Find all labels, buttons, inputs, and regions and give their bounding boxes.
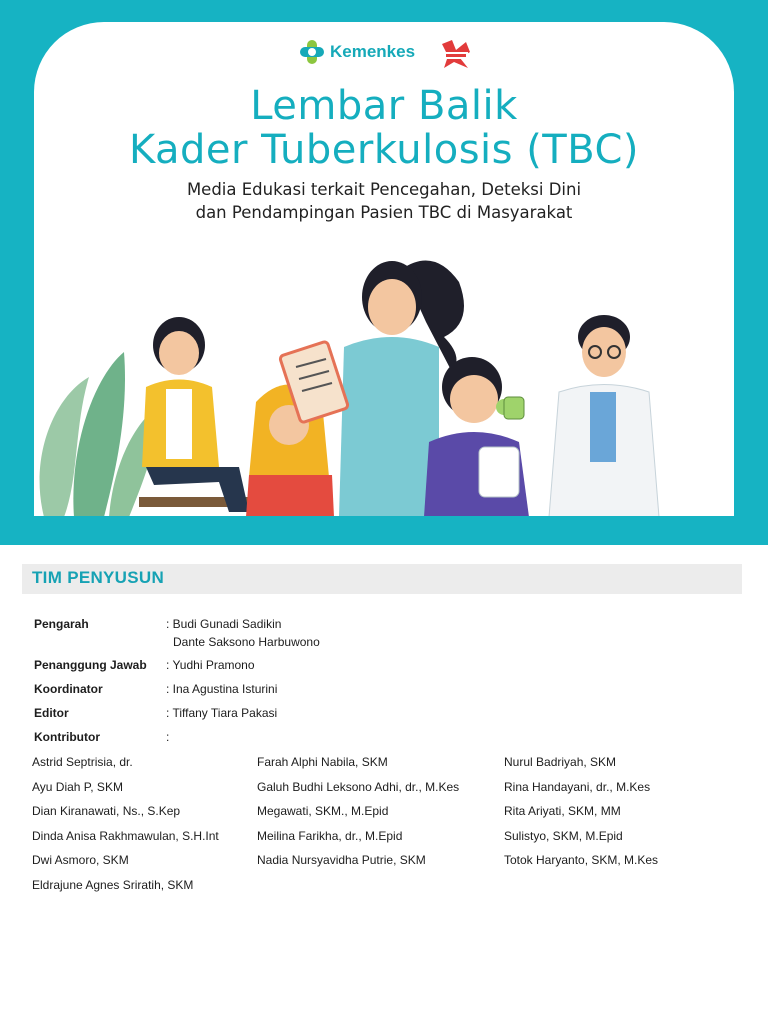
kemenkes-logo — [298, 38, 415, 66]
logo-text: Kemenkes — [330, 42, 416, 61]
role-value: : Ina Agustina Isturini — [166, 682, 278, 696]
doctor-figure-icon — [504, 315, 659, 516]
cover-card — [34, 22, 734, 516]
contributor-name: Megawati, SKM., M.Epid — [257, 804, 389, 819]
contributor-name: Meilina Farikha, dr., M.Epid — [257, 828, 403, 843]
cover-subtitle-line2: dan Pendampingan Pasien TBC di Masyarakat — [195, 203, 573, 222]
contributor-name: Eldrajune Agnes Sriratih, SKM — [32, 877, 194, 892]
contributor-name: Totok Haryanto, SKM, M.Kes — [504, 853, 659, 868]
contributor-name: Dinda Anisa Rakhmawulan, S.H.Int — [32, 828, 219, 843]
role-value: : Yudhi Pramono — [166, 658, 255, 672]
cover-subtitle-line1: Media Edukasi terkait Pencegahan, Deteksi Dini — [186, 180, 582, 199]
health-workers-illustration — [34, 227, 734, 516]
contributor-name: Nurul Badriyah, SKM — [504, 755, 617, 769]
contributors-column-3 — [504, 754, 658, 877]
contributor-name: Nadia Nursyavidha Putrie, SKM — [257, 853, 426, 868]
cover-subtitle — [34, 178, 734, 224]
contributor-name: Galuh Budhi Leksono Adhi, dr., M.Kes — [257, 779, 460, 794]
cover-title-line1: Lembar Balik — [250, 83, 518, 129]
cover-title-line2: Kader Tuberkulosis (TBC) — [128, 127, 640, 173]
team-section-header — [22, 564, 742, 594]
team-heading: TIM PENYUSUN — [32, 568, 165, 587]
role-label: Pengarah — [34, 617, 89, 631]
contributor-name: Dwi Asmoro, SKM — [32, 853, 129, 868]
contributor-name: Ayu Diah P, SKM — [32, 779, 123, 794]
contributor-name: Sulistyo, SKM, M.Epid — [504, 828, 623, 843]
contributors-column-1 — [32, 754, 219, 902]
role-label: Kontributor — [34, 730, 100, 744]
role-value: : Budi Gunadi Sadikin — [166, 617, 282, 631]
woman-yellow-figure-icon — [142, 317, 249, 512]
contributor-name: Rita Ariyati, SKM, MM — [504, 804, 621, 819]
role-label: Koordinator — [34, 682, 103, 696]
role-value: : — [166, 730, 170, 744]
boy-coughing-figure-icon — [424, 357, 529, 516]
role-label: Editor — [34, 706, 69, 720]
role-value: : Tiffany Tiara Pakasi — [166, 706, 278, 720]
contributor-name: Dian Kiranawati, Ns., S.Kep — [32, 804, 181, 819]
role-value-second: Dante Saksono Harbuwono — [173, 635, 320, 649]
contributors-column-2 — [257, 754, 459, 877]
contributor-name: Farah Alphi Nabila, SKM — [257, 755, 388, 769]
tbc-campaign-badge-icon — [438, 38, 474, 72]
contributor-name: Rina Handayani, dr., M.Kes — [504, 779, 651, 794]
role-label: Penanggung Jawab — [34, 658, 147, 672]
kemenkes-logo-icon — [298, 38, 326, 66]
cover-title — [34, 84, 734, 172]
contributor-name: Astrid Septrisia, dr. — [32, 755, 133, 769]
